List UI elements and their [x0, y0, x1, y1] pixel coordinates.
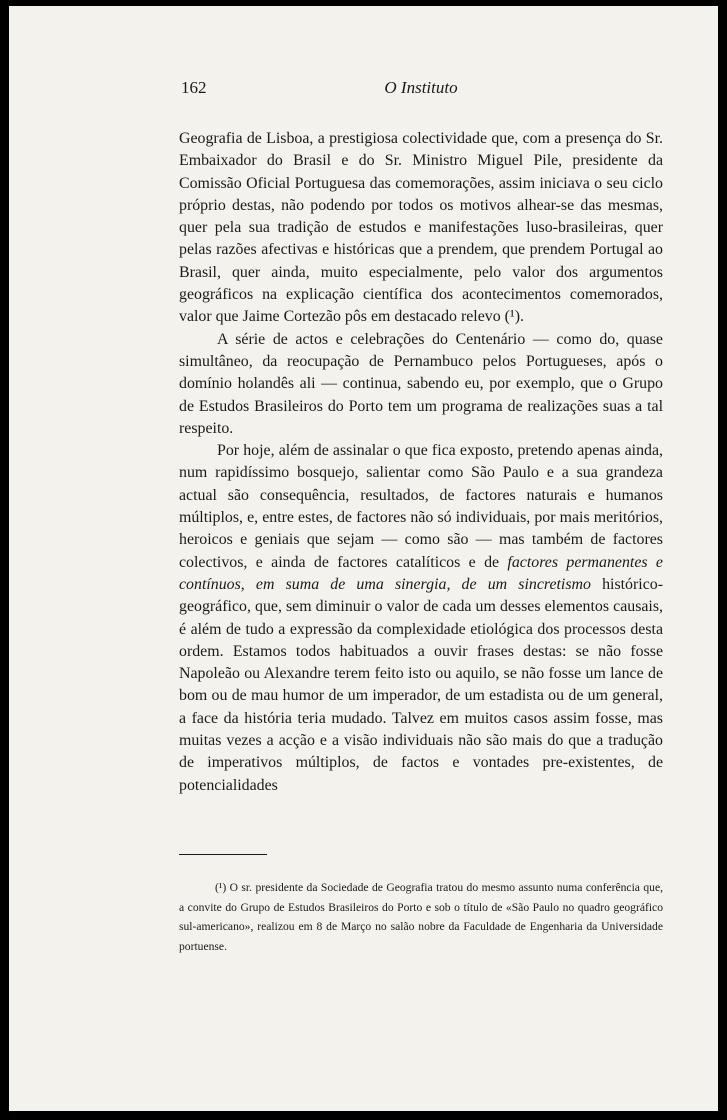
paragraph-2: A série de actos e celebrações do Centenário — como do, quase simultâneo, da reocupação de Pernambuco pelos Portugueses, após o domínio holandês ali — continua, sabendo eu, por exemplo, que o Grupo de Estudos Brasileiros do Porto tem um programa de realizações suas a tal respeito. — [179, 330, 663, 437]
paragraph-3-italic: factores permanentes e contínuos, em suma de uma sinergia, de um sincretismo — [179, 553, 663, 593]
footnote-divider — [179, 854, 267, 855]
paragraph-3-end: histórico-geográfico, que, sem diminuir o valor de cada um desses elementos causais, é além de tudo a expressão da complexidade etiológica dos processos desta ordem. Estamos todos habituados a ouvir frases destas: se não fosse Napoleão ou Alexandre terem feito isto ou aquilo, se não fosse um lance de bom ou de mau humor de um imperador, de um estadista ou de um general, a face da história teria mudado. Talvez em muitos casos assim fosse, mas muitas vezes a acção e a visão individuais não são mais do que a tradução de imperativos múltiplos, de factos e vontades pre-existentes, de potencialidades — [179, 575, 664, 794]
body-text — [179, 128, 663, 797]
page-number: 162 — [181, 78, 207, 97]
paragraph-1: Geografia de Lisboa, a prestigiosa colectividade que, com a presença do Sr. Embaixador do Brasil e do Sr. Ministro Miguel Pile, presidente da Comissão Oficial Portuguesa das comemorações, assim iniciava o seu ciclo próprio destas, não podendo por todos os motivos alhear-se das mesmas, quer pela sua tradição de estudos e manifestações luso-brasileiras, quer pelas razões afectivas e históricas que a prendem, que prendem Portugal ao Brasil, quer ainda, muito especialmente, pelo valor dos argumentos geográficos na explicação científica dos acontecimentos comemorados, valor que Jaime Cortezão pôs em destacado relevo (¹). — [179, 130, 663, 326]
footnote-text: (¹) O sr. presidente da Sociedade de Geografia tratou do mesmo assunto numa conferência que, a convite do Grupo de Estudos Brasileiros do Porto e sob o título de «São Paulo no quadro geográfico sul-americano», realizou em 8 de Março no salão nobre da Faculdade de Engenharia da Universidade portuense. — [179, 881, 663, 953]
page-header — [179, 78, 663, 102]
footnote — [179, 878, 663, 956]
running-title: O Instituto — [384, 78, 458, 97]
paragraph-3 — [179, 440, 663, 797]
book-page — [9, 6, 718, 1111]
paragraph-3-start: Por hoje, além de assinalar o que fica exposto, pretendo apenas ainda, num rapidíssimo bosquejo, salientar como São Paulo e a sua grandeza actual são consequência, resultados, de factores naturais e humanos múltiplos, e, entre estes, de factores não só individuais, por mais meritórios, heroicos e geniais que sejam — como são — mas também de factores colectivos, e ainda de factores catalíticos e de — [179, 442, 663, 571]
